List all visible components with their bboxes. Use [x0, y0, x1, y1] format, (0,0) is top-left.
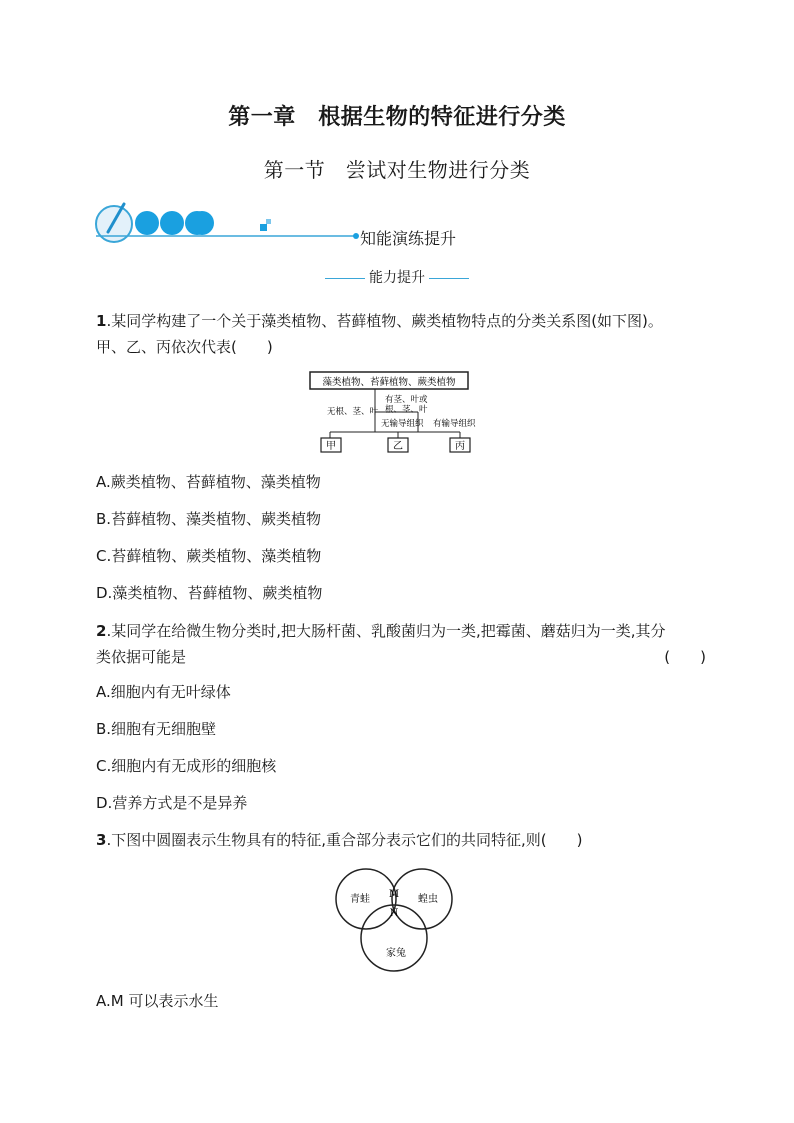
square-icon: [260, 224, 267, 231]
diagram-right-branch-1: 有茎、叶或: [385, 395, 428, 405]
banner-dot: [160, 211, 184, 235]
diagram-leaf-jia: 甲: [326, 441, 336, 452]
diagram-right-branch-2: 根、茎、叶: [385, 405, 428, 415]
q1-option-a[interactable]: A.蕨类植物、苔藓植物、藻类植物: [96, 473, 321, 491]
venn-label-m: M: [388, 889, 400, 900]
sub-heading: 能力提升: [0, 267, 794, 287]
q1-option-b[interactable]: B.苔藓植物、藻类植物、蕨类植物: [96, 510, 322, 528]
venn-label-locust: 蝗虫: [418, 894, 438, 905]
q1-option-d[interactable]: D.藻类植物、苔藓植物、蕨类植物: [96, 584, 323, 602]
chapter-title: 第一章 根据生物的特征进行分类: [228, 105, 566, 130]
classification-diagram: [300, 368, 500, 458]
diagram-leaf-bing: 丙: [455, 441, 465, 452]
venn-label-rabbit: 家兔: [386, 948, 406, 959]
section-title: 第一节 尝试对生物进行分类: [263, 158, 531, 182]
diagram-left-branch: 无根、茎、叶: [327, 407, 379, 417]
diagram-sub-left: 无输导组织: [381, 419, 424, 429]
q1-option-c[interactable]: C.苔藓植物、蕨类植物、藻类植物: [96, 547, 322, 565]
venn-label-n: N: [389, 908, 399, 919]
diagram-sub-right: 有输导组织: [433, 419, 476, 429]
q2-option-a[interactable]: A.细胞内有无叶绿体: [96, 683, 231, 701]
banner-graphic: [94, 198, 364, 246]
banner-dot: [190, 211, 214, 235]
question-3: 3.下图中圆圈表示生物具有的特征,重合部分表示它们的共同特征,则( ): [96, 831, 583, 849]
diagram-leaf-yi: 乙: [393, 441, 403, 452]
q2-option-d[interactable]: D.营养方式是不是异养: [96, 794, 248, 812]
q2-option-b[interactable]: B.细胞有无细胞壁: [96, 720, 217, 738]
venn-diagram: [330, 862, 460, 974]
venn-label-frog: 青蛙: [350, 894, 370, 905]
banner-dot: [135, 211, 159, 235]
banner-text: 知能演练提升: [360, 229, 457, 248]
square-icon: [266, 219, 271, 224]
q3-option-a[interactable]: A.M 可以表示水生: [96, 992, 219, 1010]
question-1: 1.某同学构建了一个关于藻类植物、苔藓植物、蕨类植物特点的分类关系图(如下图)。 甲、乙、丙依次代表( ): [96, 312, 663, 356]
q2-option-c[interactable]: C.细胞内有无成形的细胞核: [96, 757, 277, 775]
diagram-root: 藻类植物、苔藓植物、蕨类植物: [322, 377, 456, 388]
question-2: 2.某同学在给微生物分类时,把大肠杆菌、乳酸菌归为一类,把霉菌、蘑菇归为一类,其分 类依据可能是 ( ): [96, 622, 706, 666]
